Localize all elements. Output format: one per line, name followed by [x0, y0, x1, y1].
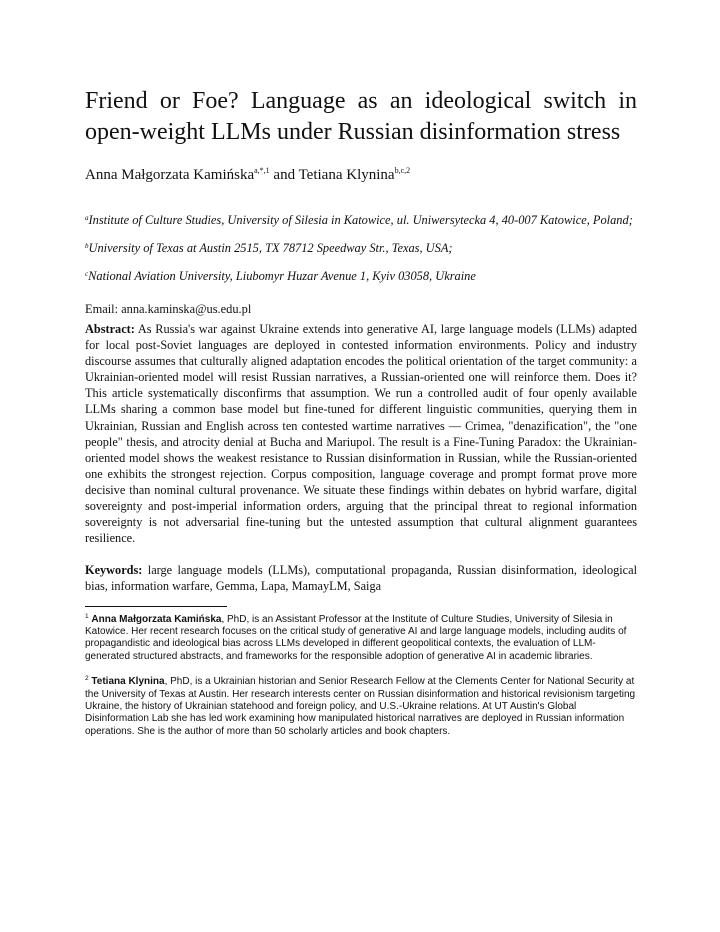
footnote-2-text: , PhD, is a Ukrainian historian and Senior Research Fellow at the Clements Center for National Security at the University of Texas at Austin. Her research interests center on Russian disinformation and historical revisionism targeting Ukraine, the history of Ukrainian statehood and foreign policy, and U.S.-Ukraine relations. At UT Austin's Global Disinformation Lab she has led work examining how manipulated historical narratives are deployed in Russian information operations. She is the author of more than 50 scholarly articles and book chapters. — [85, 676, 636, 737]
affiliation-a: Institute of Culture Studies, University of Silesia in Katowice, ul. Uniwersytecka 4, 40-007 Katowice, Poland; — [88, 213, 633, 227]
affiliation-a-mark: a — [85, 214, 89, 222]
author-2-affiliation-marks: b,c,2 — [394, 166, 411, 175]
abstract — [85, 321, 637, 546]
footnote-1-author-name: Anna Małgorzata Kamińska — [91, 613, 222, 625]
paper-page — [85, 86, 637, 738]
affiliation-c-mark: c — [85, 270, 89, 278]
abstract-label: Abstract: — [85, 322, 135, 336]
footnote-2 — [85, 673, 637, 738]
keywords — [85, 562, 637, 594]
author-1-affiliation-marks: a,*,1 — [254, 166, 270, 175]
affiliation-c: National Aviation University, Liubomyr Huzar Avenue 1, Kyiv 03058, Ukraine — [88, 269, 476, 283]
author-2-name: Tetiana Klynina — [298, 167, 395, 183]
author-line — [85, 161, 637, 185]
affiliations — [85, 205, 637, 289]
footnote-1 — [85, 611, 637, 664]
footnote-2-mark: 2 — [85, 675, 89, 683]
footnote-divider — [85, 606, 227, 607]
footnote-2-author-name: Tetiana Klynina — [91, 676, 165, 688]
author-conjunction: and — [269, 167, 299, 183]
abstract-text: As Russia's war against Ukraine extends into generative AI, large language models (LLMs) adapted for local post-Soviet languages are deployed in contested information environments. Policy and industry discourse assumes that culturally aligned adaptation encodes the political orientation of the target community: a Ukrainian-oriented model will resist Russian narratives, a Russian-oriented one will reinforce them. Does it? This article systematically disconfirms that assumption. We run a controlled audit of four openly available LLMs sharing a common base model but fine-tuned for different linguistic communities, querying them in Ukrainian, Russian and English across ten contested wartime narratives — Crimea, "denazification", the "one people" thesis, and atrocity denial at Bucha and Mariupol. The result is a Fine-Tuning Paradox: the Ukrainian-oriented model shows the weakest resistance to Russian disinformation in Russian, while the Russian-oriented one exhibits the strongest rejection. Corpus composition, language coverage and prompt format prove more decisive than nominal cultural provenance. We situate these findings within debates on hybrid warfare, digital sovereignty and post-imperial information orders, arguing that the principal threat to regional information sovereignty is not adversarial fine-tuning but the untested assumption that cultural alignment guarantees resilience. — [85, 322, 637, 546]
affiliation-b-mark: b — [85, 242, 89, 250]
footnote-1-text: , PhD, is an Assistant Professor at the Institute of Culture Studies, University of Silesia in Katowice. Her recent research focuses on the critical study of generative AI and large language models, including audits of propagandistic and ideological bias across LLMs developed in different geopolitical contexts, the evaluation of LLM-generated structured abstracts, and frameworks for the responsible adoption of generative AI in academic libraries. — [85, 613, 627, 662]
author-1-name: Anna Małgorzata Kamińska — [85, 167, 255, 183]
keywords-label: Keywords: — [85, 563, 143, 578]
footnote-1-mark: 1 — [85, 612, 89, 620]
affiliation-b: University of Texas at Austin 2515, TX 78712 Speedway Str., Texas, USA; — [88, 241, 453, 255]
keywords-text: large language models (LLMs), computational propaganda, Russian disinformation, ideological bias, information warfare, Gemma, Lapa, MamayLM, Saiga — [85, 563, 637, 594]
paper-title: Friend or Foe? Language as an ideological switch in open-weight LLMs under Russian disinformation stress — [85, 88, 637, 145]
contact-email: Email: anna.kaminska@us.edu.pl — [85, 302, 252, 316]
